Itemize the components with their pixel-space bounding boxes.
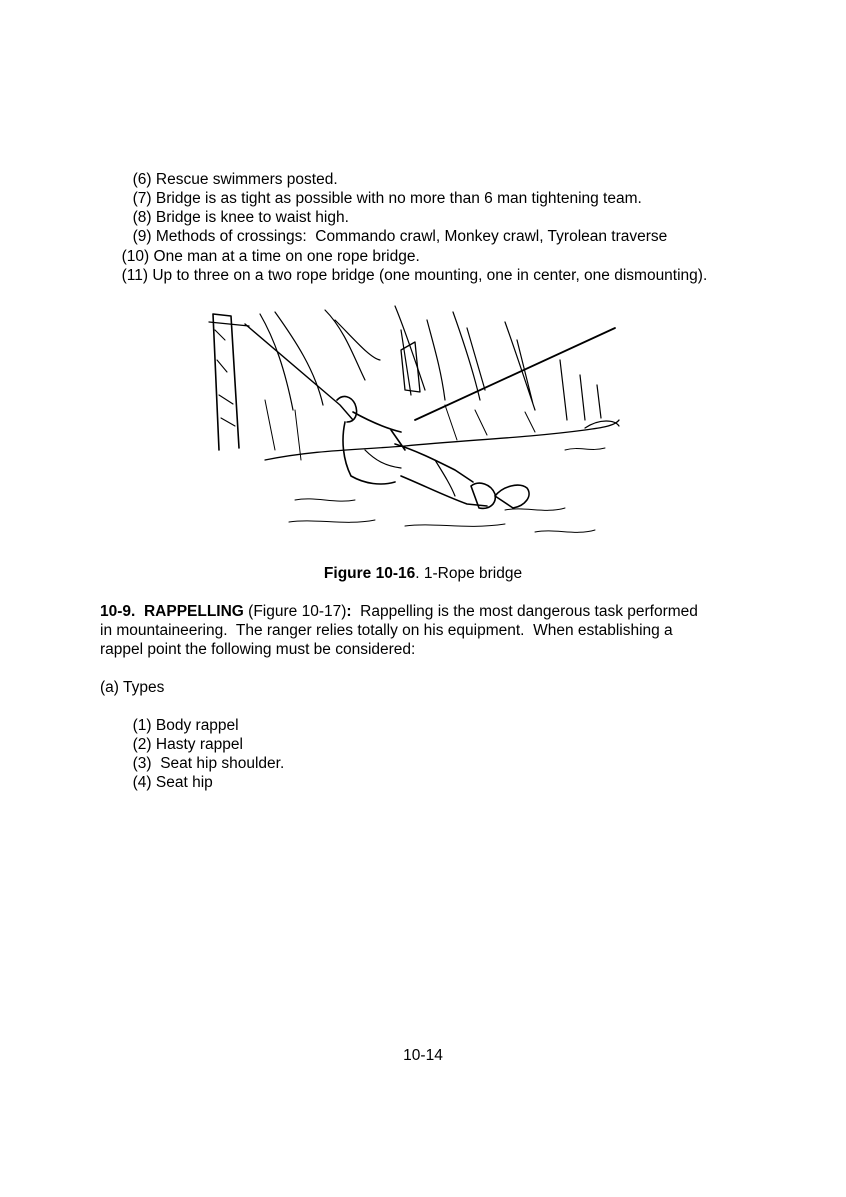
list-item (113, 247, 707, 285)
section-title: RAPPELLING (143, 603, 244, 620)
list-item-number: (2) (132, 736, 152, 753)
list-item-text: Up to three on a two rope bridge (one mounting, one in center, one dismounting). (152, 267, 708, 284)
figure-label: Figure 10-16 (323, 565, 416, 582)
figure-caption (0, 564, 846, 583)
list-item-number: (9) (132, 228, 152, 245)
list-item-text: Bridge is knee to waist high. (155, 209, 349, 226)
list-item-number: (6) (132, 171, 152, 188)
list-item-number: (10) (121, 248, 150, 265)
section-number: 10-9. (100, 603, 136, 620)
list-item-text: Hasty rappel (155, 736, 243, 753)
list-item-text: Rescue swimmers posted. (155, 171, 338, 188)
list-item-text: Seat hip (155, 774, 213, 791)
section-text-line-3: rappel point the following must be considered: (100, 641, 416, 658)
page-number: 10-14 (403, 1047, 443, 1064)
section-heading-line (100, 602, 698, 621)
list-item-number: (7) (132, 190, 152, 207)
section-figure-ref: (Figure 10-17) (243, 603, 347, 620)
section-text-line-1: Rappelling is the most dangerous task performed (351, 603, 698, 620)
list-item-text: One man at a time on one rope bridge. (153, 248, 420, 265)
list-item-text: Seat hip shoulder. (155, 755, 285, 772)
list-item-number: (8) (132, 209, 152, 226)
section-text-line-2: in mountaineering. The ranger relies totally on his equipment. When establishing a (100, 622, 673, 639)
list-item-number: (1) (132, 717, 152, 734)
list-item-text: Methods of crossings: Commando crawl, Monkey crawl, Tyrolean traverse (155, 228, 668, 245)
section-colon: : (346, 603, 352, 620)
types-heading: (a) Types (100, 679, 165, 696)
list-item (124, 754, 213, 792)
list-item-text: Bridge is as tight as possible with no more than 6 man tightening team. (155, 190, 642, 207)
list-item-number: (4) (132, 774, 152, 791)
figure-caption-text: . 1-Rope bridge (415, 565, 523, 582)
list-item-text: Body rappel (155, 717, 239, 734)
rope-bridge-illustration (205, 300, 620, 548)
list-item-number: (3) (132, 755, 152, 772)
list-item-number: (11) (121, 267, 149, 284)
